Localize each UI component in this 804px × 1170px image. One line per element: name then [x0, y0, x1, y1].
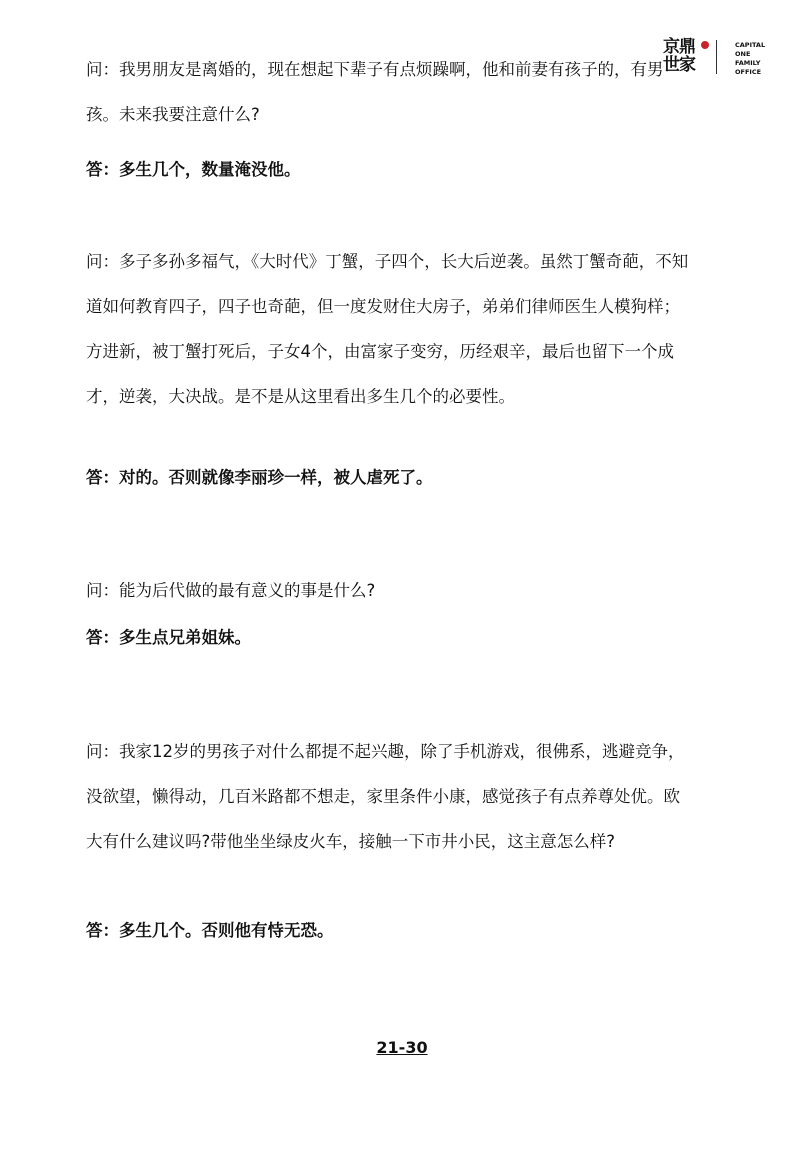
answer-3: 答：多生点兄弟姐妹。: [86, 628, 251, 647]
question-4: 问：我家12岁的男孩子对什么都提不起兴趣，除了手机游戏，很佛系，逃避竞争，没欲望，懒得动，几百米路都不想走，家里条件小康，感觉孩子有点养尊处优。欧大有什么建议吗?带他坐坐绿皮火车，接触一下市井小民，这主意怎么样?: [86, 742, 685, 851]
logo-divider: [716, 40, 717, 74]
question-1: 问：我男朋友是离婚的，现在想起下辈子有点烦躁啊，他和前妻有孩子的，有男孩。未来我要注意什么?: [86, 60, 664, 124]
page-number: 21-30: [376, 1038, 428, 1057]
answer-2: 答：对的。否则就像李丽珍一样，被人虐死了。: [86, 468, 433, 487]
logo-seal-icon: [701, 41, 709, 49]
question-3: 问：能为后代做的最有意义的事是什么?: [86, 581, 376, 600]
answer-1: 答：多生几个，数量淹没他。: [86, 160, 301, 179]
answer-4: 答：多生几个。否则他有恃无恐。: [86, 921, 334, 940]
logo-chinese-text: 京鼎 世家: [663, 37, 695, 75]
logo-english-text: CAPITAL ONE FAMILY OFFICE: [735, 41, 766, 76]
question-2: 问：多子多孙多福气，《大时代》丁蟹，子四个，长大后逆袭。虽然丁蟹奇葩，不知道如何教育四子，四子也奇葩，但一度发财住大房子，弟弟们律师医生人模狗样；方进新，被丁蟹打死后，子女4个，由富家子变穷，历经艰辛，最后也留下一个成才，逆袭，大决战。是不是从这里看出多生几个的必要性。: [86, 252, 689, 406]
